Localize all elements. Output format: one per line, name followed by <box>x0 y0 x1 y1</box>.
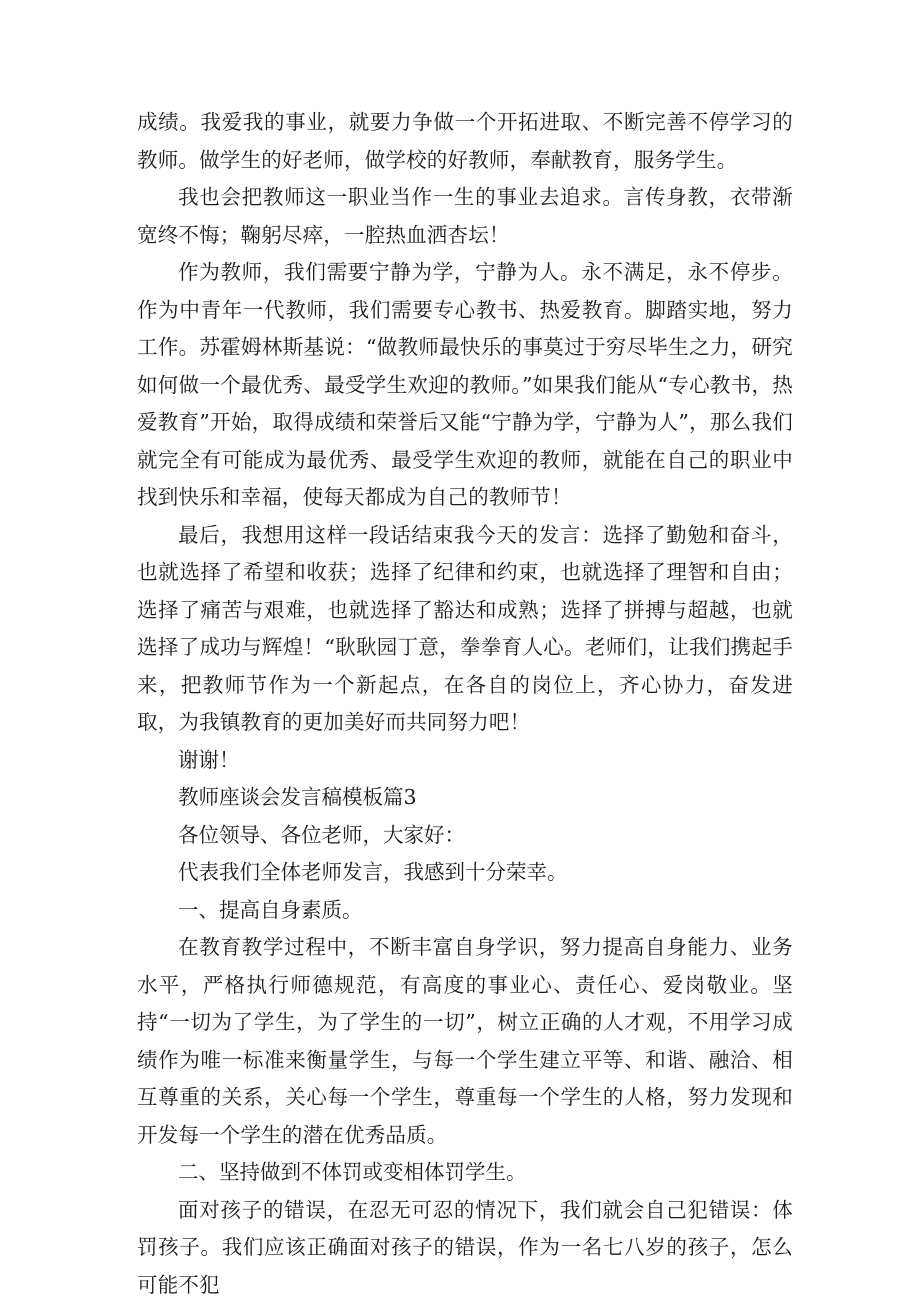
paragraph-thanks: 谢谢！ <box>137 742 793 780</box>
paragraph-closing-remarks: 最后，我想用这样一段话结束我今天的发言：选择了勤勉和奋斗，也就选择了希望和收获；选择了纪律和约束，也就选择了理智和自由；选择了痛苦与艰难，也就选择了豁达和成熟；选择了拼搏与超越，也就选择了成功与辉煌！“耿耿园丁意，拳拳育人心。老师们，让我们携起手来，把教师节作为一个新起点，在各自的岗位上，齐心协力，奋发进取，为我镇教育的更加美好而共同努力吧！ <box>137 517 793 742</box>
paragraph-honored: 代表我们全体老师发言，我感到十分荣幸。 <box>137 854 793 892</box>
heading-point-one: 一、提高自身素质。 <box>137 892 793 930</box>
section-title: 教师座谈会发言稿模板篇3 <box>137 779 793 817</box>
paragraph-continuation: 成绩。我爱我的事业，就要力争做一个开拓进取、不断完善不停学习的教师。做学生的好老师，做学校的好教师，奉献教育，服务学生。 <box>137 104 793 179</box>
greeting: 各位领导、各位老师，大家好： <box>137 817 793 855</box>
paragraph-career-pursuit: 我也会把教师这一职业当作一生的事业去追求。言传身教，衣带渐宽终不悔；鞠躬尽瘁，一腔热血洒杏坛！ <box>137 179 793 254</box>
paragraph-point-two-body: 面对孩子的错误，在忍无可忍的情况下，我们就会自己犯错误：体罚孩子。我们应该正确面对孩子的错误，作为一名七八岁的孩子，怎么可能不犯 <box>137 1192 793 1304</box>
heading-point-two: 二、坚持做到不体罚或变相体罚学生。 <box>137 1154 793 1192</box>
paragraph-point-one-body: 在教育教学过程中，不断丰富自身学识，努力提高自身能力、业务水平，严格执行师德规范，有高度的事业心、责任心、爱岗敬业。坚持“一切为了学生，为了学生的一切”，树立正确的人才观，不用学习成绩作为唯一标准来衡量学生，与每一个学生建立平等、和谐、融洽、相互尊重的关系，关心每一个学生，尊重每一个学生的人格，努力发现和开发每一个学生的潜在优秀品质。 <box>137 929 793 1154</box>
document-page <box>137 104 793 1304</box>
paragraph-as-teachers: 作为教师，我们需要宁静为学，宁静为人。永不满足，永不停步。作为中青年一代教师，我们需要专心教书、热爱教育。脚踏实地，努力工作。苏霍姆林斯基说：“做教师最快乐的事莫过于穷尽毕生之力，研究如何做一个最优秀、最受学生欢迎的教师。”如果我们能从“专心教书，热爱教育”开始，取得成绩和荣誉后又能“宁静为学，宁静为人”，那么我们就完全有可能成为最优秀、最受学生欢迎的教师，就能在自己的职业中找到快乐和幸福，使每天都成为自己的教师节！ <box>137 254 793 517</box>
